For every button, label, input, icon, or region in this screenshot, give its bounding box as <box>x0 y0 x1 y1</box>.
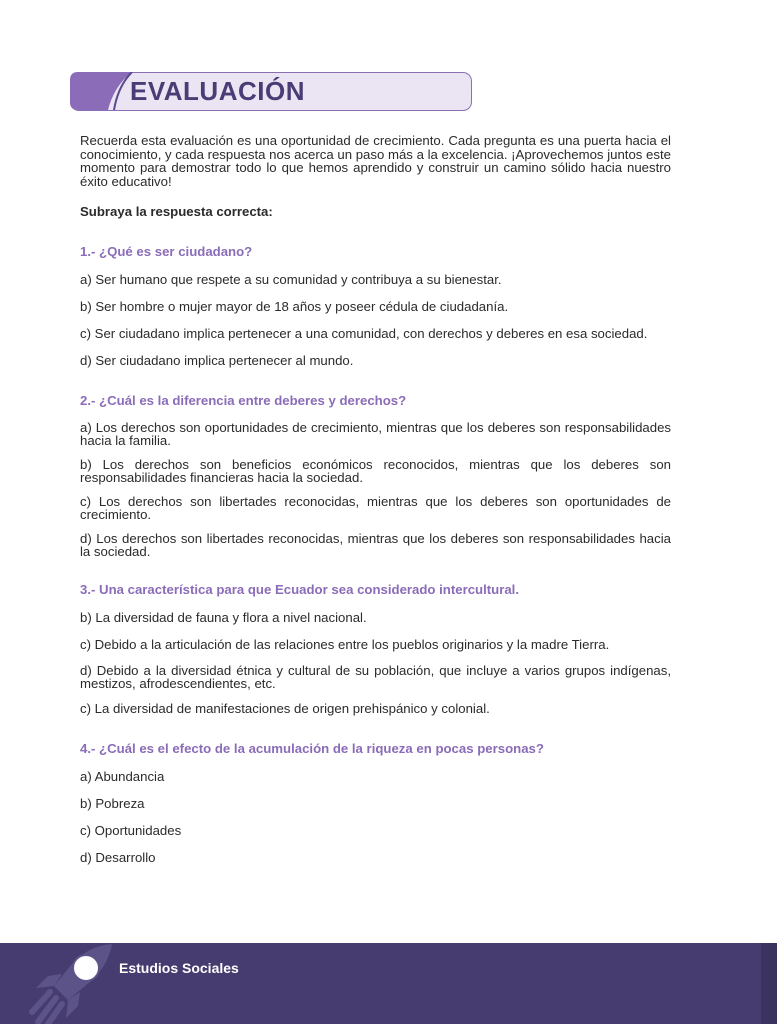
question-2-option[interactable]: b) Los derechos son beneficios económicos reconocidos, mientras que los deberes son responsabilidades financieras hacia la sociedad. <box>80 457 671 485</box>
question-4-option[interactable]: c) Oportunidades <box>80 823 182 838</box>
question-2-option[interactable]: c) Los derechos son libertades reconocidas, mientras que los deberes son oportunidades de crecimiento. <box>80 494 671 522</box>
question-3-option[interactable]: c) La diversidad de manifestaciones de origen prehispánico y colonial. <box>80 701 490 716</box>
question-2-option[interactable]: d) Los derechos son libertades reconocidas, mientras que los deberes son responsabilidades hacia la sociedad. <box>80 531 671 559</box>
question-2-option[interactable]: a) Los derechos son oportunidades de crecimiento, mientras que los deberes son responsabilidades hacia la familia. <box>80 420 671 448</box>
question-1-option[interactable]: d) Ser ciudadano implica pertenecer al mundo. <box>80 353 354 368</box>
question-1-option[interactable]: c) Ser ciudadano implica pertenecer a una comunidad, con derechos y deberes en esa sociedad. <box>80 326 648 341</box>
question-3-option[interactable]: b) La diversidad de fauna y flora a nivel nacional. <box>80 610 367 625</box>
question-4-option[interactable]: b) Pobreza <box>80 796 145 811</box>
question-1-option[interactable]: b) Ser hombre o mujer mayor de 18 años y poseer cédula de ciudadanía. <box>80 299 509 314</box>
question-3-option[interactable]: d) Debido a la diversidad étnica y cultural de su población, que incluye a varios grupos indígenas, mestizos, afrodescendientes, etc. <box>80 663 671 691</box>
instruction-text: Subraya la respuesta correcta: <box>80 204 273 219</box>
footer-subject: Estudios Sociales <box>119 960 239 976</box>
footer-edge-strip <box>761 943 777 1024</box>
intro-paragraph: Recuerda esta evaluación es una oportunidad de crecimiento. Cada pregunta es una puerta hacia el conocimiento, y cada respuesta nos acerca un paso más a la excelencia. ¡Aprovechemos juntos este momento para demostrar todo lo que hemos aprendido y construir un camino sólido hacia nuestro éxito educativo! <box>80 133 671 189</box>
question-4-option[interactable]: d) Desarrollo <box>80 850 156 865</box>
section-title-banner <box>70 72 472 112</box>
question-4: 4.- ¿Cuál es el efecto de la acumulación de la riqueza en pocas personas? <box>80 741 544 756</box>
rocket-icon <box>28 942 118 1024</box>
question-3: 3.- Una característica para que Ecuador sea considerado intercultural. <box>80 582 520 597</box>
question-4-option[interactable]: a) Abundancia <box>80 769 165 784</box>
question-1-option[interactable]: a) Ser humano que respete a su comunidad y contribuya a su bienestar. <box>80 272 502 287</box>
question-2: 2.- ¿Cuál es la diferencia entre deberes y derechos? <box>80 393 407 408</box>
page-number: 186 <box>77 966 97 978</box>
evaluation-content <box>80 134 671 866</box>
question-1: 1.- ¿Qué es ser ciudadano? <box>80 244 253 259</box>
question-3-option[interactable]: c) Debido a la articulación de las relaciones entre los pueblos originarios y la madre Tierra. <box>80 637 610 652</box>
page-title: EVALUACIÓN <box>130 76 305 106</box>
